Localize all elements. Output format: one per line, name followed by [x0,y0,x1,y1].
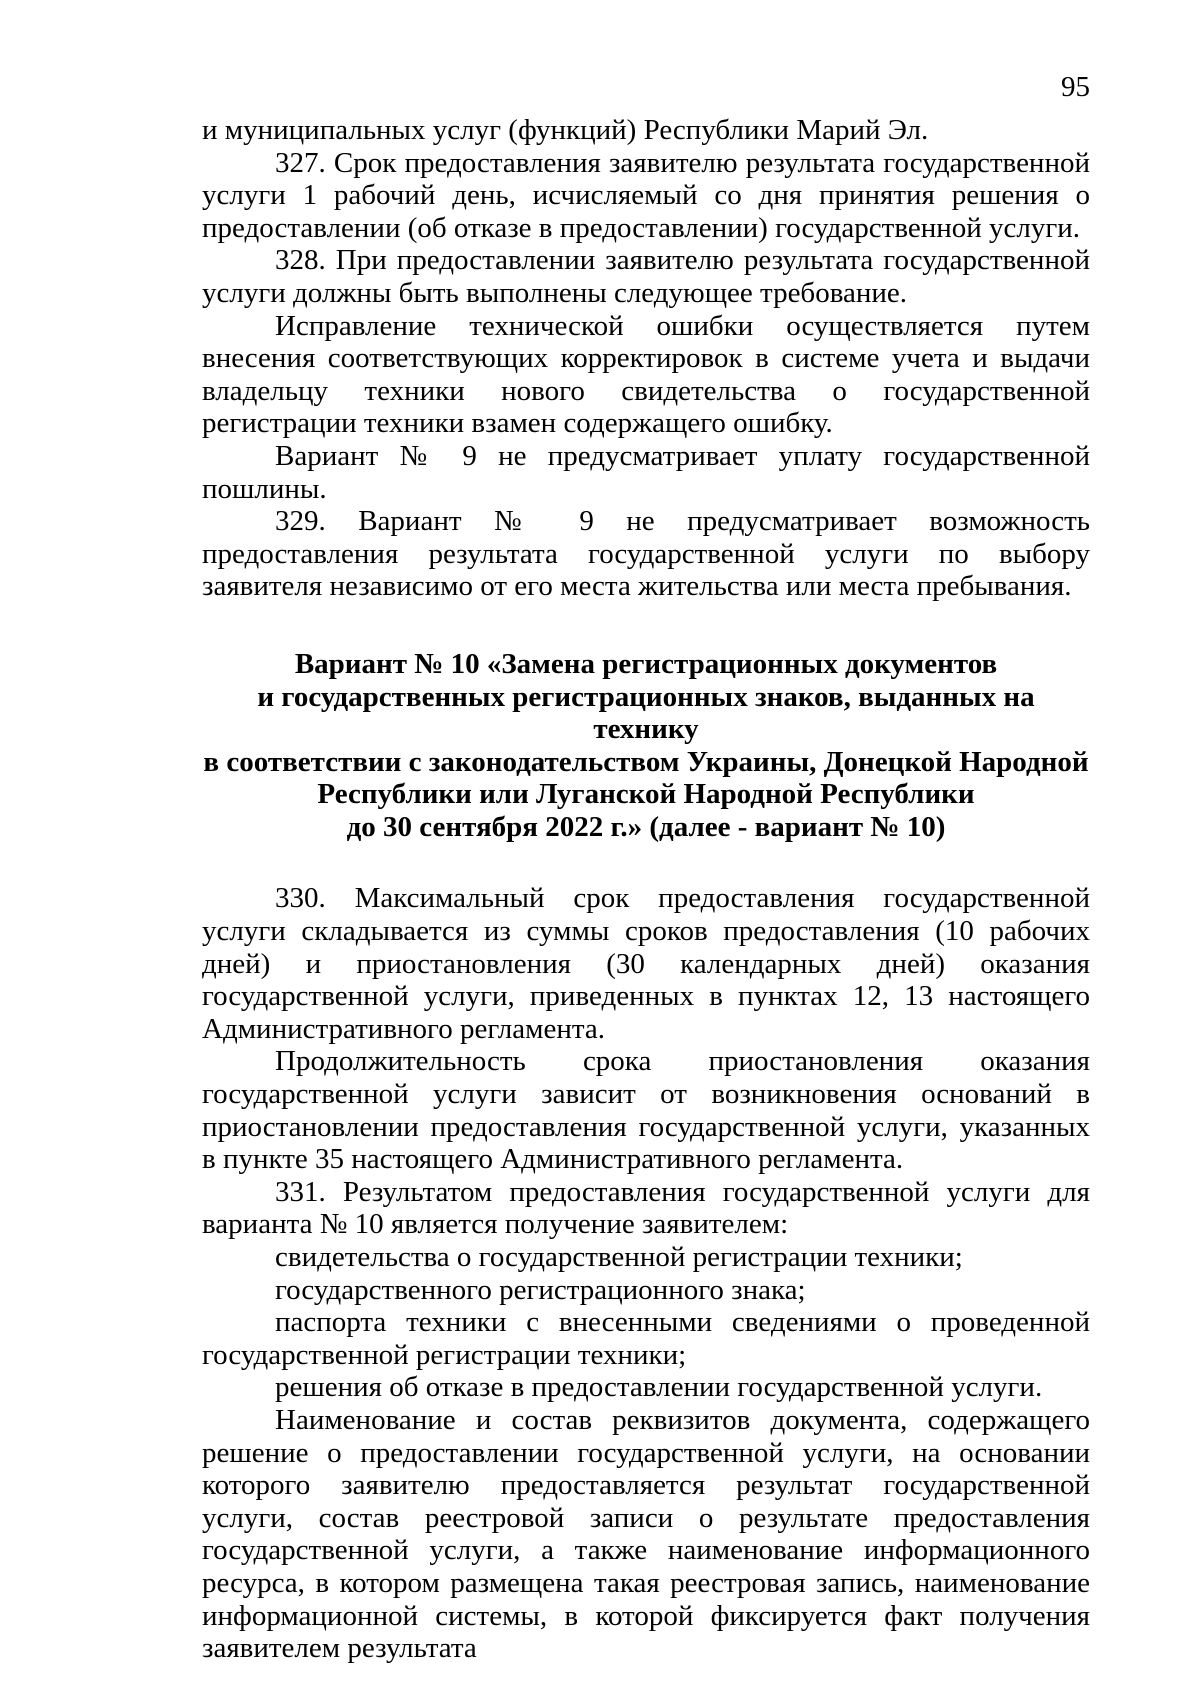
heading-line: до 30 сентября 2022 г.» (далее - вариант № 10) [346,810,946,843]
paragraph: 331. Результатом предоставления государственной услуги для варианта № 10 является получение заявителем: [202,1175,1090,1241]
paragraph: и муниципальных услуг (функций) Республики Марий Эл. [202,114,929,146]
paragraph: государственного регистрационного знака; [275,1273,806,1306]
paragraph: Исправление технической ошибки осуществляется путем внесения соответствующих корректировок в системе учета и выдачи владельцу техники нового свидетельства о государственной регистрации техники взамен содержащего ошибку. [202,309,1090,440]
paragraph: решения об отказе в предоставлении государственной услуги. [275,1371,1043,1404]
section-heading [202,648,1090,844]
heading-line: Республики или Луганской Народной Республики [317,778,975,811]
heading-line: Вариант № 10 «Замена регистрационных документов [294,647,998,680]
paragraph: 329. Вариант № 9 не предусматривает возможность предоставления результата государственной услуги по выбору заявителя независимо от его места жительства или места пребывания. [202,505,1090,603]
paragraph: 328. При предоставлении заявителю результата государственной услуги должны быть выполнены следующее требование. [202,244,1090,309]
paragraphs-after [202,882,1090,1664]
document-body [202,114,1090,1665]
paragraph: 330. Максимальный срок предоставления государственной услуги складывается из суммы сроков предоставления (10 рабочих дней) и приостановления (30 календарных дней) оказания государственной услуги, приведенных в пунктах 12, 13 настоящего Административного регламента. [202,882,1090,1045]
paragraph: 327. Срок предоставления заявителю результата государственной услуги 1 рабочий день, исчисляемый со дня принятия решения о предоставлении (об отказе в предоставлении) государственной услуги. [202,146,1090,244]
paragraph: Наименование и состав реквизитов документа, содержащего решение о предоставлении государственной услуги, на основании которого заявителю предоставляется результат государственной услуги, состав реестровой записи о результате предоставления государственной услуги, а также наименование информационного ресурса, в котором размещена такая реестровая запись, наименование информационной системы, в которой фиксируется факт получения заявителем результата [202,1403,1090,1665]
paragraph: Продолжительность срока приостановления оказания государственной услуги зависит от возникновения оснований в приостановлении предоставления государственной услуги, указанных в пункте 35 настоящего Административного регламента. [202,1045,1090,1176]
paragraph: свидетельства о государственной регистрации техники; [275,1241,963,1273]
paragraph: Вариант № 9 не предусматривает уплату государственной пошлины. [202,439,1090,505]
paragraphs-before [202,114,1090,603]
heading-line: в соответствии с законодательством Украины, Донецкой Народной [203,745,1089,778]
page-number: 95 [1061,71,1090,103]
heading-line: и государственных регистрационных знаков, выданных на технику [257,680,1035,746]
paragraph: паспорта техники с внесенными сведениями о проведенной государственной регистрации техники; [202,1306,1090,1371]
